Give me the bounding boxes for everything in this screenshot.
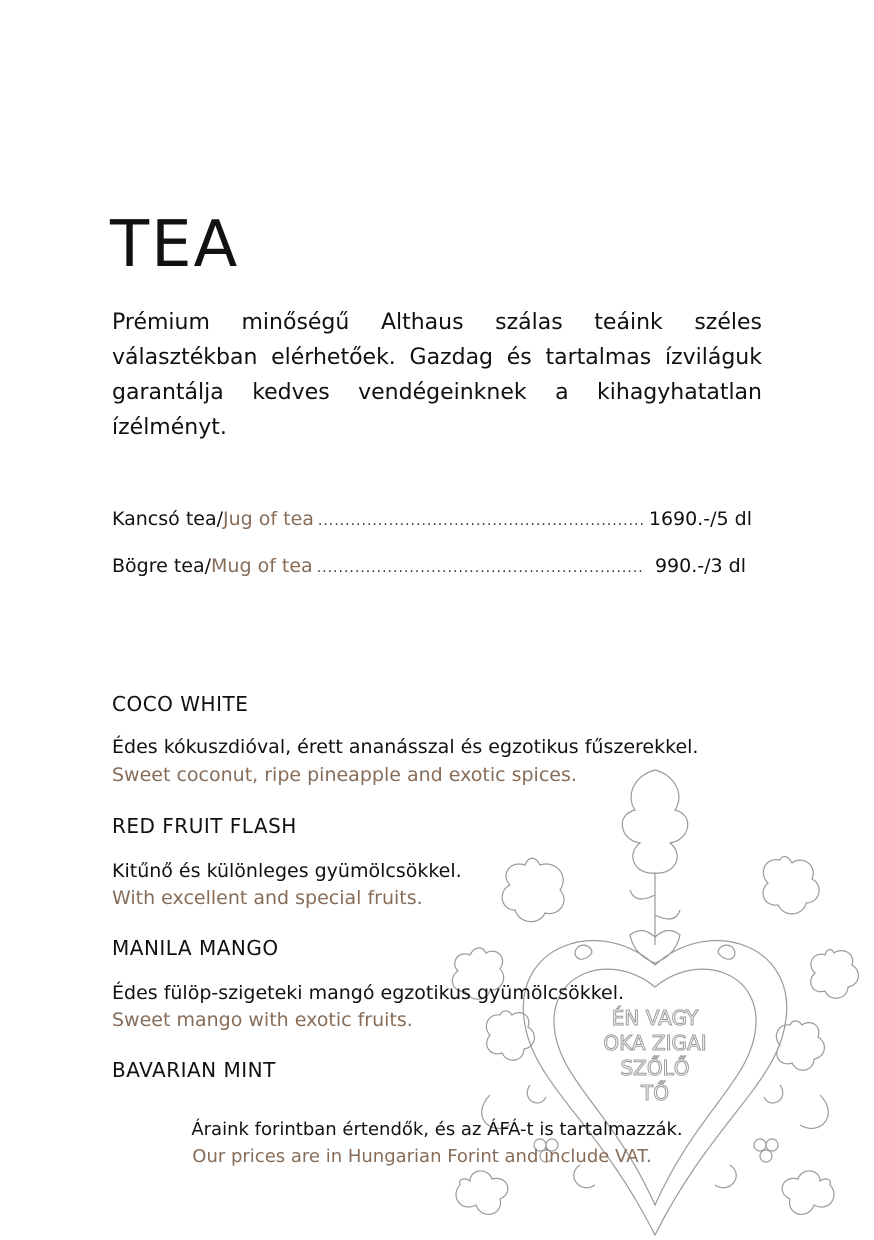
tea-description-en: Sweet coconut, ripe pineapple and exotic spices. xyxy=(112,764,577,786)
price-label-hu: Bögre tea/ xyxy=(112,555,212,577)
dot-leader xyxy=(317,560,645,576)
price-label-en: Mug of tea xyxy=(211,555,313,577)
intro-paragraph: Prémium minőségű Althaus szálas teáink széles választékban elérhetőek. Gazdag és tartalmas ízviláguk garantálja kedves vendégeinknek a kihagyhatatlan ízélményt. xyxy=(112,310,762,440)
page-title: TEA xyxy=(110,208,240,282)
tea-description-en: Sweet mango with exotic fruits. xyxy=(112,1009,413,1031)
price-note-en: Our prices are in Hungarian Forint and include VAT. xyxy=(192,1146,652,1167)
price-value: 1690.-/5 dl xyxy=(648,508,752,530)
emblem-line-4: TŐ xyxy=(641,1081,669,1105)
price-value: 990.-/3 dl xyxy=(654,555,746,577)
tea-name: BAVARIAN MINT xyxy=(112,1058,276,1082)
tea-item-coco-white xyxy=(112,692,698,786)
emblem-line-2: OKA ZIGAI xyxy=(603,1031,707,1055)
tea-name: COCO WHITE xyxy=(112,692,249,716)
tea-description-hu: Édes kókuszdióval, érett ananásszal és egzotikus fűszerekkel. xyxy=(112,736,699,758)
price-label-en: Jug of tea xyxy=(223,508,314,530)
emblem-line-1: ÉN VAGY xyxy=(611,1006,699,1030)
tea-item-manila-mango xyxy=(112,936,624,1031)
tea-description-en: With excellent and special fruits. xyxy=(112,887,423,909)
price-row-jug xyxy=(112,508,752,530)
tea-item-bavarian-mint xyxy=(112,1058,276,1082)
tea-name: RED FRUIT FLASH xyxy=(112,814,297,838)
price-note-hu: Áraink forintban értendők, és az ÁFÁ-t is tartalmazzák. xyxy=(191,1119,683,1140)
price-note xyxy=(112,1116,762,1170)
tea-description-hu: Kitűnő és különleges gyümölcsökkel. xyxy=(112,860,462,882)
dot-leader xyxy=(318,513,645,529)
tea-item-red-fruit-flash xyxy=(112,814,462,909)
tea-name: MANILA MANGO xyxy=(112,936,279,960)
price-label-hu: Kancsó tea/ xyxy=(112,508,224,530)
emblem-line-3: SZŐLŐ xyxy=(620,1056,690,1080)
price-row-mug xyxy=(112,555,746,577)
tea-description-hu: Édes fülöp-szigeteki mangó egzotikus gyümölcsökkel. xyxy=(112,982,625,1004)
